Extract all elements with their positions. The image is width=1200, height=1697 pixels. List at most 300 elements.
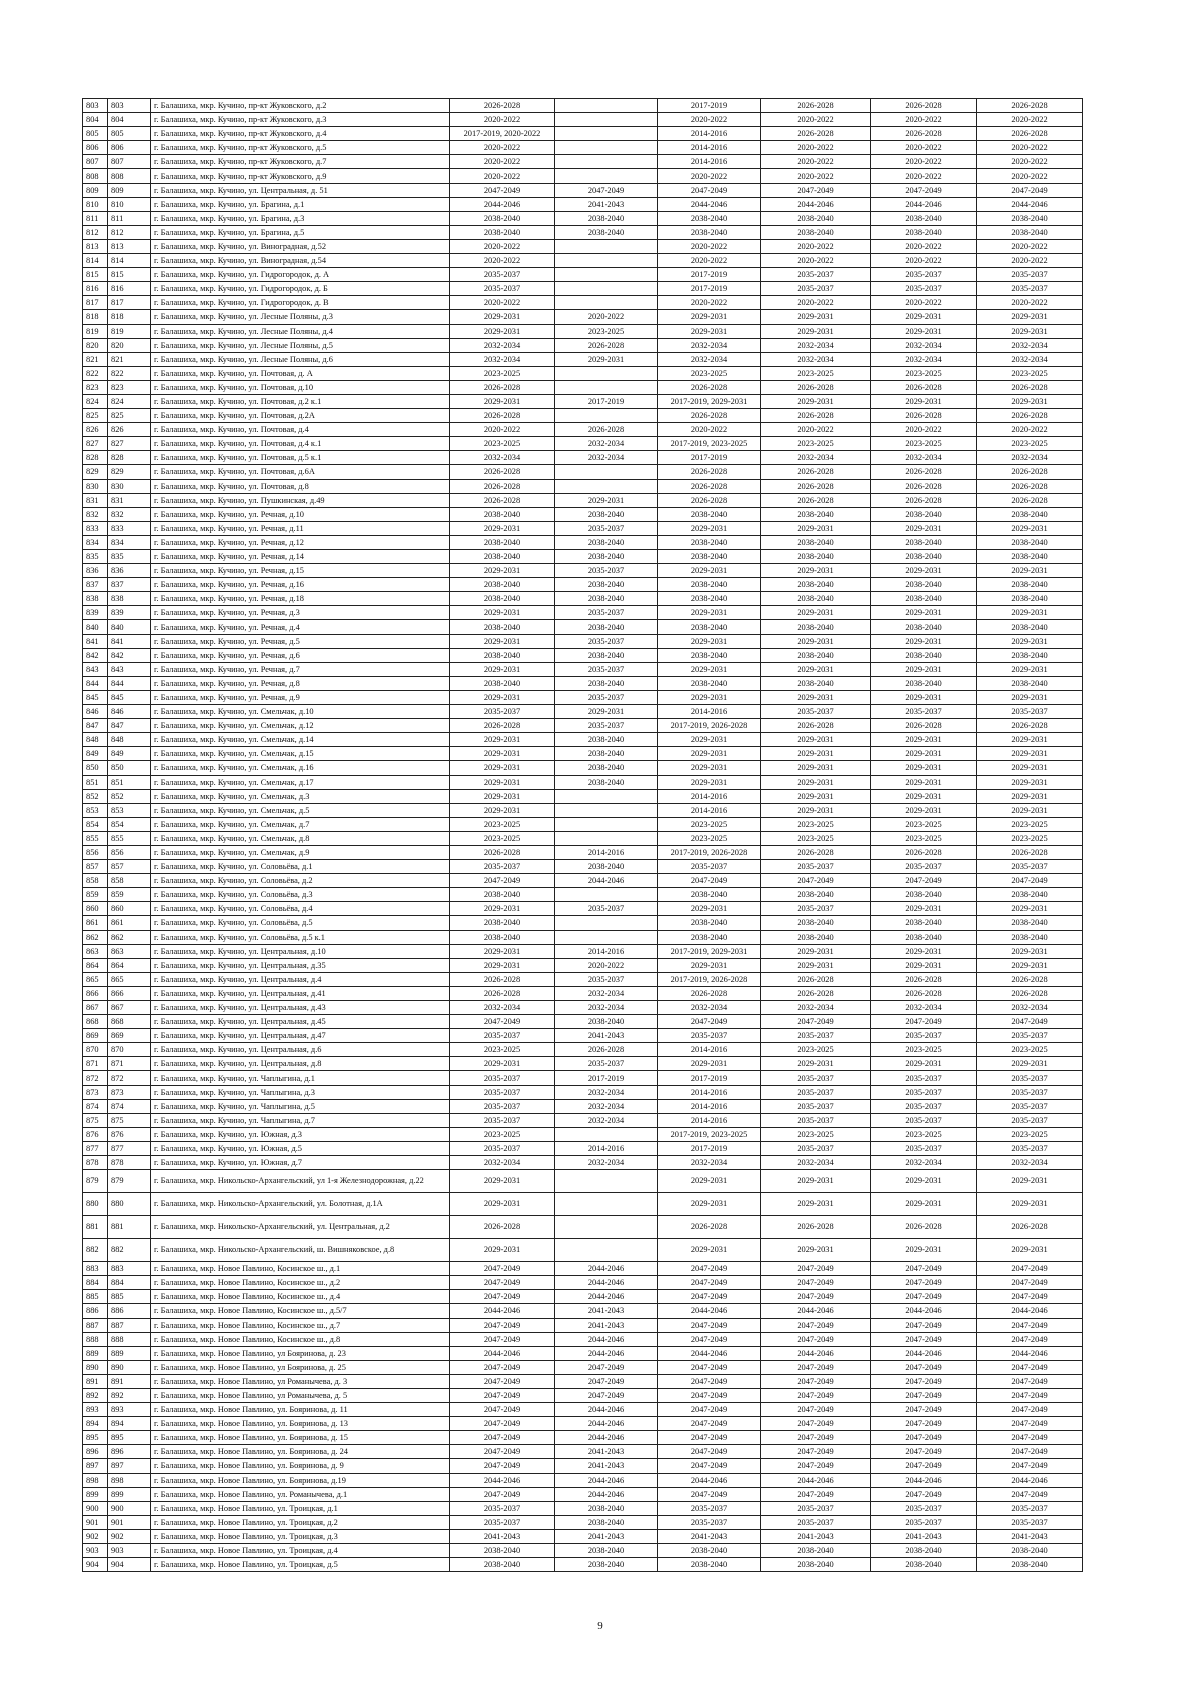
table-row <box>83 1473 1083 1487</box>
object-id-cell: 891 <box>108 1374 151 1388</box>
address-cell: г. Балашиха, мкр. Кучино, ул. Почтовая, д. А <box>151 366 450 380</box>
period-cell: 2035-2037 <box>871 268 977 282</box>
period-cell: 2029-2031 <box>450 775 555 789</box>
period-cell: 2020-2022 <box>871 169 977 183</box>
period-cell: 2020-2022 <box>450 296 555 310</box>
period-cell: 2029-2031 <box>450 564 555 578</box>
row-number-cell: 822 <box>83 366 108 380</box>
period-cell: 2026-2028 <box>871 127 977 141</box>
period-cell: 2035-2037 <box>871 282 977 296</box>
period-cell: 2047-2049 <box>977 1459 1083 1473</box>
object-id-cell: 812 <box>108 225 151 239</box>
period-cell: 2026-2028 <box>450 479 555 493</box>
table-row <box>83 1239 1083 1262</box>
period-cell: 2035-2037 <box>761 1141 871 1155</box>
object-id-cell: 878 <box>108 1156 151 1170</box>
row-number-cell: 862 <box>83 930 108 944</box>
object-id-cell: 803 <box>108 99 151 113</box>
period-cell: 2035-2037 <box>450 1113 555 1127</box>
period-cell: 2038-2040 <box>761 1558 871 1572</box>
period-cell: 2035-2037 <box>871 1085 977 1099</box>
row-number-cell: 895 <box>83 1431 108 1445</box>
object-id-cell: 875 <box>108 1113 151 1127</box>
object-id-cell: 835 <box>108 550 151 564</box>
period-cell: 2035-2037 <box>977 1071 1083 1085</box>
period-cell: 2029-2031 <box>761 803 871 817</box>
document-sheet <box>82 98 1083 1572</box>
row-number-cell: 825 <box>83 409 108 423</box>
period-cell: 2026-2028 <box>871 409 977 423</box>
period-cell: 2038-2040 <box>658 648 761 662</box>
period-cell: 2038-2040 <box>658 592 761 606</box>
period-cell: 2047-2049 <box>450 1360 555 1374</box>
schedule-table <box>82 98 1083 1572</box>
address-cell: г. Балашиха, мкр. Новое Павлино, ул. Троицкая, д.3 <box>151 1529 450 1543</box>
address-cell: г. Балашиха, мкр. Кучино, ул. Чаплыгина, д.7 <box>151 1113 450 1127</box>
period-cell: 2017-2019 <box>658 1141 761 1155</box>
period-cell: 2041-2043 <box>450 1529 555 1543</box>
period-cell: 2047-2049 <box>871 1374 977 1388</box>
period-cell: 2035-2037 <box>450 1099 555 1113</box>
period-cell: 2020-2022 <box>450 155 555 169</box>
period-cell: 2029-2031 <box>977 310 1083 324</box>
table-row <box>83 535 1083 549</box>
period-cell: 2026-2028 <box>871 719 977 733</box>
object-id-cell: 844 <box>108 676 151 690</box>
row-number-cell: 809 <box>83 183 108 197</box>
table-row <box>83 1057 1083 1071</box>
period-cell: 2026-2028 <box>761 845 871 859</box>
period-cell: 2038-2040 <box>761 888 871 902</box>
row-number-cell: 867 <box>83 1001 108 1015</box>
period-cell: 2044-2046 <box>450 1304 555 1318</box>
period-cell: 2035-2037 <box>450 1071 555 1085</box>
period-cell: 2029-2031 <box>658 1239 761 1262</box>
row-number-cell: 818 <box>83 310 108 324</box>
period-cell: 2029-2031 <box>761 789 871 803</box>
row-number-cell: 869 <box>83 1029 108 1043</box>
period-cell: 2038-2040 <box>658 507 761 521</box>
row-number-cell: 843 <box>83 662 108 676</box>
period-cell: 2017-2019 <box>555 1071 658 1085</box>
period-cell: 2029-2031 <box>871 634 977 648</box>
period-cell: 2029-2031 <box>871 944 977 958</box>
address-cell: г. Балашиха, мкр. Кучино, ул. Соловьёва, д.5 <box>151 916 450 930</box>
row-number-cell: 898 <box>83 1473 108 1487</box>
period-cell: 2047-2049 <box>450 1332 555 1346</box>
period-cell: 2038-2040 <box>977 535 1083 549</box>
object-id-cell: 823 <box>108 380 151 394</box>
period-cell: 2017-2019 <box>555 394 658 408</box>
row-number-cell: 873 <box>83 1085 108 1099</box>
period-cell: 2038-2040 <box>977 225 1083 239</box>
period-cell <box>555 155 658 169</box>
table-row <box>83 113 1083 127</box>
table-row <box>83 662 1083 676</box>
period-cell: 2047-2049 <box>871 1332 977 1346</box>
period-cell: 2035-2037 <box>555 902 658 916</box>
period-cell: 2044-2046 <box>450 1473 555 1487</box>
period-cell <box>555 380 658 394</box>
row-number-cell: 855 <box>83 831 108 845</box>
period-cell: 2032-2034 <box>450 1001 555 1015</box>
period-cell: 2038-2040 <box>871 578 977 592</box>
table-row <box>83 719 1083 733</box>
period-cell: 2038-2040 <box>871 888 977 902</box>
period-cell: 2029-2031 <box>450 690 555 704</box>
object-id-cell: 903 <box>108 1544 151 1558</box>
period-cell: 2020-2022 <box>555 310 658 324</box>
period-cell <box>555 113 658 127</box>
row-number-cell: 808 <box>83 169 108 183</box>
table-row <box>83 99 1083 113</box>
address-cell: г. Балашиха, мкр. Кучино, ул. Чаплыгина, д.3 <box>151 1085 450 1099</box>
period-cell: 2047-2049 <box>871 1262 977 1276</box>
period-cell: 2032-2034 <box>761 451 871 465</box>
object-id-cell: 890 <box>108 1360 151 1374</box>
period-cell: 2020-2022 <box>761 239 871 253</box>
row-number-cell: 876 <box>83 1127 108 1141</box>
address-cell: г. Балашиха, мкр. Кучино, ул. Гидрогородок, д. А <box>151 268 450 282</box>
object-id-cell: 816 <box>108 282 151 296</box>
period-cell: 2023-2025 <box>761 1043 871 1057</box>
period-cell: 2026-2028 <box>977 409 1083 423</box>
period-cell: 2035-2037 <box>450 268 555 282</box>
period-cell: 2047-2049 <box>977 1290 1083 1304</box>
object-id-cell: 879 <box>108 1170 151 1193</box>
object-id-cell: 862 <box>108 930 151 944</box>
address-cell: г. Балашиха, мкр. Кучино, ул. Смельчак, д.10 <box>151 705 450 719</box>
table-row <box>83 690 1083 704</box>
period-cell: 2044-2046 <box>977 1346 1083 1360</box>
period-cell: 2029-2031 <box>871 662 977 676</box>
period-cell: 2026-2028 <box>450 465 555 479</box>
period-cell: 2029-2031 <box>450 747 555 761</box>
address-cell: г. Балашиха, мкр. Новое Павлино, Косинское ш., д.4 <box>151 1290 450 1304</box>
period-cell: 2026-2028 <box>977 845 1083 859</box>
period-cell: 2014-2016 <box>658 1085 761 1099</box>
period-cell: 2023-2025 <box>977 366 1083 380</box>
period-cell <box>555 1216 658 1239</box>
object-id-cell: 870 <box>108 1043 151 1057</box>
period-cell: 2023-2025 <box>871 1127 977 1141</box>
period-cell: 2026-2028 <box>871 986 977 1000</box>
period-cell: 2029-2031 <box>450 521 555 535</box>
period-cell: 2047-2049 <box>761 1374 871 1388</box>
period-cell: 2038-2040 <box>450 507 555 521</box>
period-cell: 2038-2040 <box>658 211 761 225</box>
period-cell: 2035-2037 <box>555 662 658 676</box>
table-row <box>83 183 1083 197</box>
period-cell: 2044-2046 <box>977 197 1083 211</box>
row-number-cell: 893 <box>83 1403 108 1417</box>
row-number-cell: 882 <box>83 1239 108 1262</box>
period-cell: 2047-2049 <box>761 1403 871 1417</box>
table-row <box>83 958 1083 972</box>
table-row <box>83 1170 1083 1193</box>
period-cell: 2044-2046 <box>555 1346 658 1360</box>
period-cell: 2020-2022 <box>871 254 977 268</box>
object-id-cell: 872 <box>108 1071 151 1085</box>
object-id-cell: 856 <box>108 845 151 859</box>
period-cell: 2029-2031 <box>977 902 1083 916</box>
object-id-cell: 852 <box>108 789 151 803</box>
period-cell <box>555 254 658 268</box>
period-cell: 2047-2049 <box>761 1431 871 1445</box>
period-cell: 2014-2016 <box>658 127 761 141</box>
period-cell: 2032-2034 <box>658 338 761 352</box>
row-number-cell: 858 <box>83 874 108 888</box>
period-cell: 2017-2019, 2026-2028 <box>658 845 761 859</box>
period-cell: 2035-2037 <box>450 282 555 296</box>
period-cell: 2038-2040 <box>977 916 1083 930</box>
row-number-cell: 847 <box>83 719 108 733</box>
table-row <box>83 282 1083 296</box>
period-cell <box>555 1170 658 1193</box>
table-row <box>83 592 1083 606</box>
period-cell: 2014-2016 <box>555 944 658 958</box>
period-cell: 2023-2025 <box>871 1043 977 1057</box>
address-cell: г. Балашиха, мкр. Кучино, ул. Лесные Поляны, д.4 <box>151 324 450 338</box>
object-id-cell: 806 <box>108 141 151 155</box>
object-id-cell: 877 <box>108 1141 151 1155</box>
period-cell <box>555 803 658 817</box>
period-cell: 2038-2040 <box>871 225 977 239</box>
period-cell: 2023-2025 <box>977 831 1083 845</box>
table-row <box>83 676 1083 690</box>
period-cell: 2038-2040 <box>555 733 658 747</box>
period-cell: 2029-2031 <box>871 564 977 578</box>
object-id-cell: 885 <box>108 1290 151 1304</box>
row-number-cell: 892 <box>83 1388 108 1402</box>
period-cell: 2029-2031 <box>871 310 977 324</box>
table-row <box>83 902 1083 916</box>
row-number-cell: 856 <box>83 845 108 859</box>
object-id-cell: 857 <box>108 860 151 874</box>
address-cell: г. Балашиха, мкр. Кучино, ул. Соловьёва, д.3 <box>151 888 450 902</box>
period-cell: 2029-2031 <box>977 775 1083 789</box>
row-number-cell: 803 <box>83 99 108 113</box>
period-cell: 2020-2022 <box>871 423 977 437</box>
period-cell: 2047-2049 <box>761 874 871 888</box>
table-row <box>83 268 1083 282</box>
row-number-cell: 900 <box>83 1501 108 1515</box>
table-row <box>83 1193 1083 1216</box>
period-cell: 2038-2040 <box>658 930 761 944</box>
address-cell: г. Балашиха, мкр. Кучино, ул. Почтовая, д.2А <box>151 409 450 423</box>
row-number-cell: 854 <box>83 817 108 831</box>
table-row <box>83 1459 1083 1473</box>
period-cell: 2026-2028 <box>761 986 871 1000</box>
address-cell: г. Балашиха, мкр. Кучино, ул. Виноградная, д.52 <box>151 239 450 253</box>
table-row <box>83 1417 1083 1431</box>
object-id-cell: 809 <box>108 183 151 197</box>
table-row <box>83 705 1083 719</box>
address-cell: г. Балашиха, мкр. Кучино, пр-кт Жуковского, д.5 <box>151 141 450 155</box>
period-cell: 2038-2040 <box>555 535 658 549</box>
period-cell: 2026-2028 <box>658 1216 761 1239</box>
table-row <box>83 888 1083 902</box>
row-number-cell: 806 <box>83 141 108 155</box>
period-cell: 2044-2046 <box>658 1473 761 1487</box>
period-cell: 2038-2040 <box>450 648 555 662</box>
address-cell: г. Балашиха, мкр. Новое Павлино, ул. Бояринова, д. 24 <box>151 1445 450 1459</box>
object-id-cell: 889 <box>108 1346 151 1360</box>
period-cell: 2047-2049 <box>658 1276 761 1290</box>
period-cell <box>555 916 658 930</box>
address-cell: г. Балашиха, мкр. Кучино, ул. Речная, д.9 <box>151 690 450 704</box>
row-number-cell: 899 <box>83 1487 108 1501</box>
period-cell: 2047-2049 <box>977 1374 1083 1388</box>
object-id-cell: 904 <box>108 1558 151 1572</box>
address-cell: г. Балашиха, мкр. Кучино, ул. Почтовая, д.6А <box>151 465 450 479</box>
period-cell: 2023-2025 <box>871 366 977 380</box>
table-row <box>83 254 1083 268</box>
period-cell: 2032-2034 <box>555 1001 658 1015</box>
address-cell: г. Балашиха, мкр. Кучино, ул. Смельчак, д.5 <box>151 803 450 817</box>
period-cell: 2047-2049 <box>658 1459 761 1473</box>
period-cell: 2047-2049 <box>977 874 1083 888</box>
period-cell: 2047-2049 <box>658 1403 761 1417</box>
row-number-cell: 832 <box>83 507 108 521</box>
table-row <box>83 380 1083 394</box>
row-number-cell: 860 <box>83 902 108 916</box>
period-cell <box>555 479 658 493</box>
period-cell: 2038-2040 <box>658 888 761 902</box>
table-row <box>83 465 1083 479</box>
period-cell: 2038-2040 <box>658 1544 761 1558</box>
row-number-cell: 861 <box>83 916 108 930</box>
row-number-cell: 857 <box>83 860 108 874</box>
period-cell: 2038-2040 <box>761 578 871 592</box>
row-number-cell: 824 <box>83 394 108 408</box>
address-cell: г. Балашиха, мкр. Кучино, ул. Соловьёва, д.2 <box>151 874 450 888</box>
row-number-cell: 838 <box>83 592 108 606</box>
address-cell: г. Балашиха, мкр. Новое Павлино, ул. Бояринова, д. 13 <box>151 1417 450 1431</box>
period-cell: 2020-2022 <box>450 254 555 268</box>
object-id-cell: 814 <box>108 254 151 268</box>
row-number-cell: 864 <box>83 958 108 972</box>
period-cell: 2023-2025 <box>871 831 977 845</box>
period-cell: 2029-2031 <box>761 1239 871 1262</box>
period-cell: 2032-2034 <box>977 1001 1083 1015</box>
period-cell <box>555 409 658 423</box>
period-cell: 2047-2049 <box>871 1417 977 1431</box>
period-cell <box>555 789 658 803</box>
period-cell: 2029-2031 <box>555 493 658 507</box>
period-cell: 2026-2028 <box>977 479 1083 493</box>
period-cell: 2026-2028 <box>871 479 977 493</box>
period-cell: 2032-2034 <box>555 986 658 1000</box>
period-cell: 2035-2037 <box>871 860 977 874</box>
period-cell: 2035-2037 <box>450 1501 555 1515</box>
period-cell: 2029-2031 <box>450 1170 555 1193</box>
object-id-cell: 804 <box>108 113 151 127</box>
address-cell: г. Балашиха, мкр. Никольско-Архангельский, ш. Вишняковское, д.8 <box>151 1239 450 1262</box>
period-cell: 2020-2022 <box>761 113 871 127</box>
period-cell: 2026-2028 <box>450 986 555 1000</box>
period-cell: 2035-2037 <box>871 1071 977 1085</box>
row-number-cell: 853 <box>83 803 108 817</box>
period-cell: 2038-2040 <box>555 860 658 874</box>
table-row <box>83 775 1083 789</box>
period-cell: 2023-2025 <box>977 1043 1083 1057</box>
table-row <box>83 1262 1083 1276</box>
period-cell: 2017-2019, 2023-2025 <box>658 1127 761 1141</box>
period-cell <box>555 1239 658 1262</box>
table-row <box>83 1431 1083 1445</box>
row-number-cell: 850 <box>83 761 108 775</box>
period-cell: 2029-2031 <box>658 690 761 704</box>
address-cell: г. Балашиха, мкр. Кучино, ул. Южная, д.7 <box>151 1156 450 1170</box>
period-cell: 2038-2040 <box>977 578 1083 592</box>
period-cell: 2035-2037 <box>761 705 871 719</box>
object-id-cell: 811 <box>108 211 151 225</box>
period-cell: 2038-2040 <box>761 620 871 634</box>
address-cell: г. Балашиха, мкр. Кучино, ул. Смельчак, д.16 <box>151 761 450 775</box>
address-cell: г. Балашиха, мкр. Новое Павлино, Косинское ш., д.8 <box>151 1332 450 1346</box>
period-cell: 2047-2049 <box>871 1388 977 1402</box>
period-cell: 2017-2019 <box>658 99 761 113</box>
table-row <box>83 1113 1083 1127</box>
period-cell: 2035-2037 <box>871 1029 977 1043</box>
period-cell: 2041-2043 <box>555 1445 658 1459</box>
period-cell: 2047-2049 <box>871 1360 977 1374</box>
period-cell: 2029-2031 <box>977 662 1083 676</box>
period-cell: 2038-2040 <box>761 225 871 239</box>
period-cell: 2038-2040 <box>658 916 761 930</box>
address-cell: г. Балашиха, мкр. Кучино, пр-кт Жуковского, д.3 <box>151 113 450 127</box>
period-cell: 2020-2022 <box>658 423 761 437</box>
period-cell: 2029-2031 <box>761 733 871 747</box>
period-cell: 2029-2031 <box>977 789 1083 803</box>
period-cell: 2014-2016 <box>555 845 658 859</box>
period-cell: 2029-2031 <box>450 733 555 747</box>
object-id-cell: 899 <box>108 1487 151 1501</box>
object-id-cell: 867 <box>108 1001 151 1015</box>
object-id-cell: 831 <box>108 493 151 507</box>
period-cell: 2029-2031 <box>761 690 871 704</box>
address-cell: г. Балашиха, мкр. Кучино, ул. Виноградная, д.54 <box>151 254 450 268</box>
object-id-cell: 820 <box>108 338 151 352</box>
table-row <box>83 338 1083 352</box>
object-id-cell: 880 <box>108 1193 151 1216</box>
period-cell: 2035-2037 <box>871 1141 977 1155</box>
row-number-cell: 833 <box>83 521 108 535</box>
period-cell: 2035-2037 <box>658 1515 761 1529</box>
period-cell: 2026-2028 <box>871 845 977 859</box>
period-cell: 2047-2049 <box>761 1015 871 1029</box>
period-cell: 2029-2031 <box>871 1057 977 1071</box>
period-cell: 2026-2028 <box>658 380 761 394</box>
address-cell: г. Балашиха, мкр. Кучино, ул. Речная, д.18 <box>151 592 450 606</box>
address-cell: г. Балашиха, мкр. Новое Павлино, ул. Бояринова, д.19 <box>151 1473 450 1487</box>
period-cell: 2038-2040 <box>977 1544 1083 1558</box>
period-cell: 2026-2028 <box>871 1216 977 1239</box>
address-cell: г. Балашиха, мкр. Кучино, ул. Речная, д.5 <box>151 634 450 648</box>
address-cell: г. Балашиха, мкр. Кучино, ул. Смельчак, д.3 <box>151 789 450 803</box>
period-cell: 2029-2031 <box>977 564 1083 578</box>
period-cell: 2020-2022 <box>977 155 1083 169</box>
period-cell: 2029-2031 <box>977 324 1083 338</box>
period-cell: 2023-2025 <box>658 817 761 831</box>
row-number-cell: 828 <box>83 451 108 465</box>
period-cell: 2038-2040 <box>450 211 555 225</box>
row-number-cell: 817 <box>83 296 108 310</box>
period-cell: 2023-2025 <box>761 437 871 451</box>
period-cell: 2047-2049 <box>871 1318 977 1332</box>
address-cell: г. Балашиха, мкр. Новое Павлино, Косинское ш., д.5/7 <box>151 1304 450 1318</box>
